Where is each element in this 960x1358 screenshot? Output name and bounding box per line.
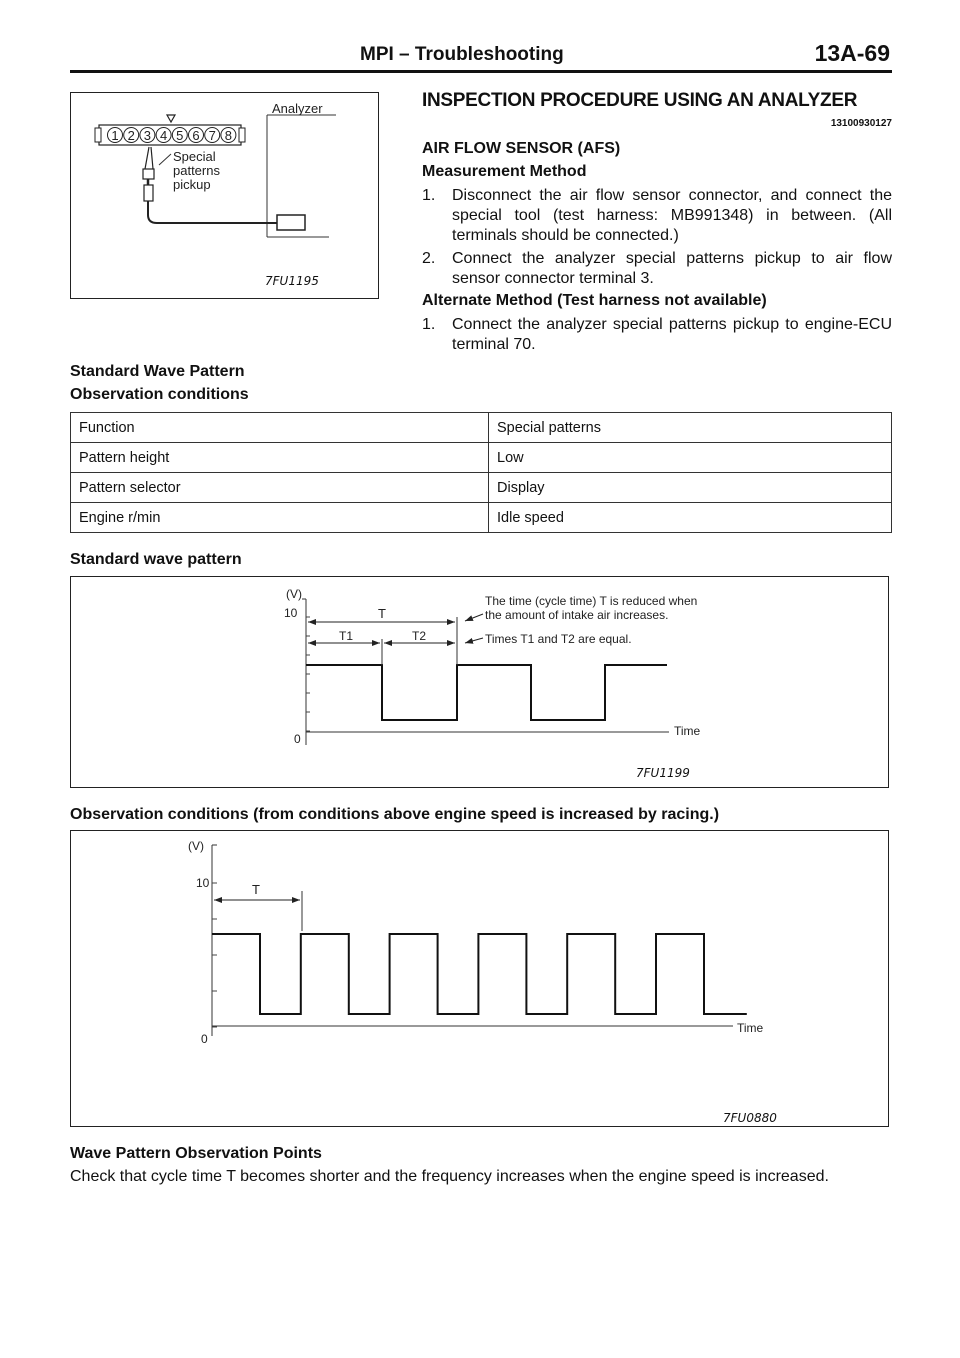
points-heading: Wave Pattern Observation Points xyxy=(70,1145,322,1162)
table-cell: Low xyxy=(489,443,892,473)
racing-heading: Observation conditions (from conditions above engine speed is increased by racing.) xyxy=(70,806,720,823)
t2-label: T2 xyxy=(412,629,427,643)
pickup-clip-icon xyxy=(143,169,154,179)
t1-label: T1 xyxy=(339,629,354,643)
table-row xyxy=(71,443,892,473)
table-cell: Pattern height xyxy=(71,443,489,473)
method-steps xyxy=(422,186,892,292)
alternate-steps xyxy=(422,315,892,358)
table-cell: Special patterns xyxy=(489,413,892,443)
figure-code: 7FU1199 xyxy=(636,766,690,780)
figure-code: 7FU1195 xyxy=(265,274,319,288)
cycle-note-line1: The time (cycle time) T is reduced when xyxy=(485,594,698,608)
alternate-heading: Alternate Method (Test harness not available) xyxy=(422,292,767,309)
analyzer-connection-figure xyxy=(70,92,379,299)
step-item xyxy=(422,315,892,355)
step-number: 1. xyxy=(422,187,436,204)
wave-heading: Standard wave pattern xyxy=(70,551,242,568)
analyzer-label: Analyzer xyxy=(272,101,323,116)
y-max-label: 10 xyxy=(196,876,210,890)
table-row xyxy=(71,413,892,443)
time-label: Time xyxy=(674,724,701,738)
connector-pin-number: 6 xyxy=(192,128,200,143)
equal-note: Times T1 and T2 are equal. xyxy=(485,632,632,646)
step-item xyxy=(422,186,892,246)
pickup-cable xyxy=(148,201,277,223)
subject-heading: AIR FLOW SENSOR (AFS) xyxy=(422,140,621,157)
step-text: Disconnect the air flow sensor connector, and connect the special tool (test harness: MB991348) in between. (All terminals should be connected.) xyxy=(452,187,892,244)
y-min-label: 0 xyxy=(201,1032,208,1046)
pickup-label-line3: pickup xyxy=(173,177,211,192)
page-number: 13A-69 xyxy=(814,40,890,66)
table-cell: Engine r/min xyxy=(71,503,489,533)
connector-pin-number: 4 xyxy=(159,128,168,143)
procedure-heading: INSPECTION PROCEDURE USING AN ANALYZER xyxy=(422,90,858,111)
racing-wave-figure xyxy=(70,830,889,1127)
table-cell: Display xyxy=(489,473,892,503)
points-text: Check that cycle time T becomes shorter and the frequency increases when the engine speed is increased. xyxy=(70,1168,829,1185)
table-row xyxy=(71,503,892,533)
cycle-note-line2: the amount of intake air increases. xyxy=(485,608,669,622)
step-text: Connect the analyzer special patterns pickup to engine-ECU terminal 70. xyxy=(452,316,892,353)
y-min-label: 0 xyxy=(294,732,301,746)
conditions-heading: Observation conditions xyxy=(70,386,249,403)
connector-pin-number: 8 xyxy=(224,128,233,143)
standard-wave-figure xyxy=(70,576,889,788)
observation-conditions-table xyxy=(70,412,892,533)
y-unit: (V) xyxy=(188,839,204,853)
procedure-code: 13100930127 xyxy=(830,118,892,129)
connector-pin-number: 7 xyxy=(208,128,216,143)
section-title: MPI – Troubleshooting xyxy=(360,44,564,65)
connector-pin-number: 3 xyxy=(143,128,152,143)
step-number: 2. xyxy=(422,250,436,267)
svg-text:Special patterns p xyxy=(173,149,224,192)
connector-pin-number: 2 xyxy=(127,128,135,143)
connector-marker-icon xyxy=(167,115,175,122)
table-cell: Function xyxy=(71,413,489,443)
table-cell: Pattern selector xyxy=(71,473,489,503)
step-item xyxy=(422,249,892,289)
period-label: T xyxy=(252,882,260,897)
y-unit: (V) xyxy=(286,587,302,601)
step-number: 1. xyxy=(422,316,436,333)
racing-waveform xyxy=(212,934,747,1014)
pickup-label-line2: patterns xyxy=(173,163,220,178)
figure-code: 7FU0880 xyxy=(723,1111,777,1125)
method-heading: Measurement Method xyxy=(422,163,587,180)
header-rule xyxy=(70,70,892,73)
table-cell: Idle speed xyxy=(489,503,892,533)
connector-pin-number: 1 xyxy=(111,128,119,143)
standard-waveform xyxy=(306,665,667,720)
step-text: Connect the analyzer special patterns pickup to air flow sensor connector terminal 3. xyxy=(452,250,892,287)
pickup-label-line1: Special xyxy=(173,149,216,164)
period-label: T xyxy=(378,606,386,621)
analyzer-plug xyxy=(277,215,305,230)
connector-pin-number: 5 xyxy=(176,128,184,143)
time-label: Time xyxy=(737,1021,764,1035)
standard-heading: Standard Wave Pattern xyxy=(70,363,245,380)
table-row xyxy=(71,473,892,503)
y-max-label: 10 xyxy=(284,606,298,620)
